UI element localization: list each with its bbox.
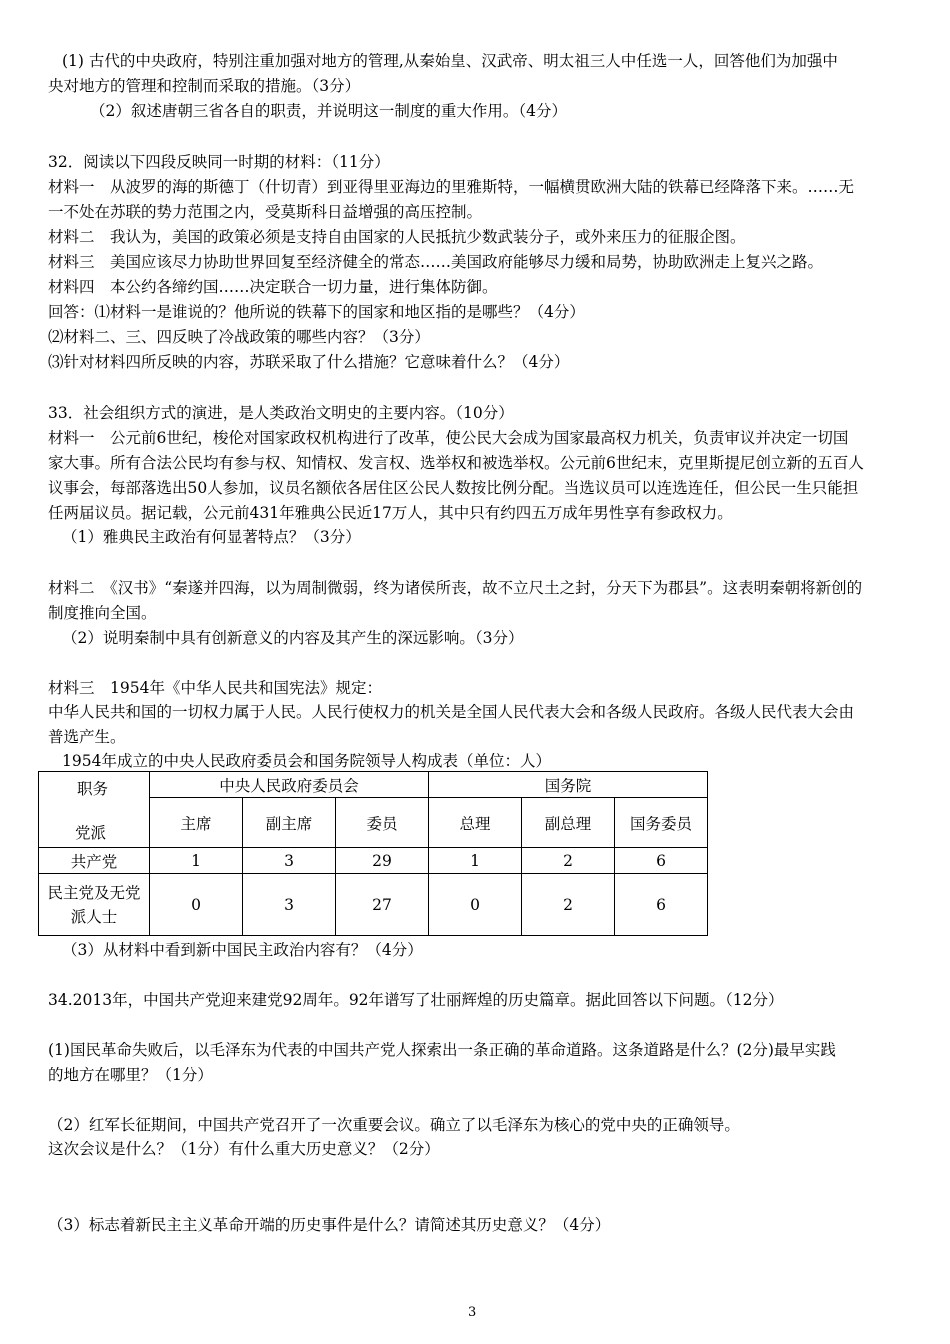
q31-part2: （2）叙述唐朝三省各自的职责，并说明这一制度的重大作用。（4分） (90, 102, 567, 120)
row-label: 共产党 (39, 848, 150, 874)
q32-question1: 回答：⑴材料一是谁说的？他所说的铁幕下的国家和地区指的是哪些？（4分） (48, 303, 585, 321)
table-row (39, 848, 708, 874)
table-cell: 6 (615, 848, 708, 874)
table-cell: 3 (243, 874, 336, 936)
table-cell: 6 (615, 874, 708, 936)
q33-question1: （1）雅典民主政治有何显著特点？（3分） (62, 528, 361, 546)
q32-question2: ⑵材料二、三、四反映了冷战政策的哪些内容？（3分） (48, 328, 430, 346)
q32-material1-line2: 一不处在苏联的势力范围之内，受莫斯科日益增强的高压控制。 (48, 203, 483, 221)
q33-material2-line2: 制度推向全国。 (48, 604, 157, 622)
table-row (39, 874, 708, 936)
q32-material2: 材料二 我认为，美国的政策必须是支持自由国家的人民抵抗少数武装分子，或外来压力的征服企图。 (48, 228, 746, 246)
q33-question3: （3）从材料中看到新中国民主政治内容有？（4分） (62, 941, 423, 959)
q34-heading: 34.2013年，中国共产党迎来建党92周年。92年谱写了壮丽辉煌的历史篇章。据此回答以下问题。（12分） (48, 991, 784, 1009)
q32-material1-line1: 材料一 从波罗的海的斯德丁（什切青）到亚得里亚海边的里雅斯特，一幅横贯欧洲大陆的铁幕已经降落下来。……无 (48, 178, 855, 196)
table-cell: 0 (150, 874, 243, 936)
group-header-state-council: 国务院 (429, 772, 708, 798)
table-caption: 1954年成立的中央人民政府委员会和国务院领导人构成表（单位：人） (62, 752, 551, 770)
col-header: 副主席 (243, 798, 336, 848)
q34-part1-line1: (1)国民革命失败后，以毛泽东为代表的中国共产党人探索出一条正确的革命道路。这条道路是什么？(2分)最早实践 (48, 1041, 836, 1059)
q33-material1-line3: 议事会，每部落选出50人参加，议员名额依各居住区公民人数按比例分配。当选议员可以连选连任，但公民一生只能担 (48, 479, 859, 497)
q33-material3-line3: 普选产生。 (48, 728, 126, 746)
col-header: 总理 (429, 798, 522, 848)
q32-material4: 材料四 本公约各缔约国……决定联合一切力量，进行集体防御。 (48, 278, 498, 296)
q33-material1-line1: 材料一 公元前6世纪，梭伦对国家政权机构进行了改革，使公民大会成为国家最高权力机关，负责审议并决定一切国 (48, 429, 849, 447)
q33-heading: 33．社会组织方式的演进，是人类政治文明史的主要内容。（10分） (48, 404, 514, 422)
q33-material1-line2: 家大事。所有合法公民均有参与权、知情权、发言权、选举权和被选举权。公元前6世纪末，克里斯提尼创立新的五百人 (48, 454, 864, 472)
row-label: 民主党及无党派人士 (39, 874, 150, 936)
q34-part3: （3）标志着新民主主义革命开端的历史事件是什么？请简述其历史意义？（4分） (48, 1216, 611, 1234)
table-cell: 3 (243, 848, 336, 874)
table-cell: 0 (429, 874, 522, 936)
table-cell: 29 (336, 848, 429, 874)
table-cell: 2 (522, 874, 615, 936)
leadership-table (38, 771, 708, 936)
q34-part2-line2: 这次会议是什么？（1分）有什么重大历史意义？（2分） (48, 1140, 440, 1158)
corner-label-party: 党派 (75, 824, 107, 842)
q32-heading: 32．阅读以下四段反映同一时期的材料：（11分） (48, 153, 390, 171)
table-cell: 1 (150, 848, 243, 874)
q34-part2-line1: （2）红军长征期间，中国共产党召开了一次重要会议。确立了以毛泽东为核心的党中央的正确领导。 (48, 1116, 740, 1134)
col-header: 国务委员 (615, 798, 708, 848)
table-corner-cell (39, 772, 150, 848)
corner-label-position: 职务 (77, 780, 109, 798)
q34-part1-line2: 的地方在哪里？（1分） (48, 1066, 213, 1084)
q31-part1-line1: (1) 古代的中央政府，特别注重加强对地方的管理,从秦始皇、汉武帝、明太祖三人中任选一人，回答他们为加强中 (62, 52, 838, 70)
q31-part1-line2: 央对地方的管理和控制而采取的措施。（3分） (48, 77, 361, 95)
q33-question2: （2）说明秦制中具有创新意义的内容及其产生的深远影响。（3分） (62, 629, 524, 647)
q33-material3-line2: 中华人民共和国的一切权力属于人民。人民行使权力的机关是全国人民代表大会和各级人民政府。各级人民代表大会由 (48, 703, 855, 721)
q33-material2-line1: 材料二 《汉书》“秦遂并四海，以为周制微弱，终为诸侯所丧，故不立尺土之封，分天下为郡县”。这表明秦朝将新创的 (48, 579, 863, 597)
table-cell: 1 (429, 848, 522, 874)
col-header: 主席 (150, 798, 243, 848)
page-number: 3 (468, 1305, 477, 1320)
q33-material3-line1: 材料三 1954年《中华人民共和国宪法》规定： (48, 679, 382, 697)
col-header: 副总理 (522, 798, 615, 848)
col-header: 委员 (336, 798, 429, 848)
group-header-central-gov: 中央人民政府委员会 (150, 772, 429, 798)
q32-material3: 材料三 美国应该尽力协助世界回复至经济健全的常态……美国政府能够尽力缓和局势，协助欧洲走上复兴之路。 (48, 253, 824, 271)
q32-question3: ⑶针对材料四所反映的内容，苏联采取了什么措施？它意味着什么？（4分） (48, 353, 570, 371)
table-cell: 2 (522, 848, 615, 874)
table-cell: 27 (336, 874, 429, 936)
leadership-table-wrap (38, 771, 708, 936)
q33-material1-line4: 任两届议员。据记载，公元前431年雅典公民近17万人，其中只有约四五万成年男性享有参政权力。 (48, 504, 733, 522)
